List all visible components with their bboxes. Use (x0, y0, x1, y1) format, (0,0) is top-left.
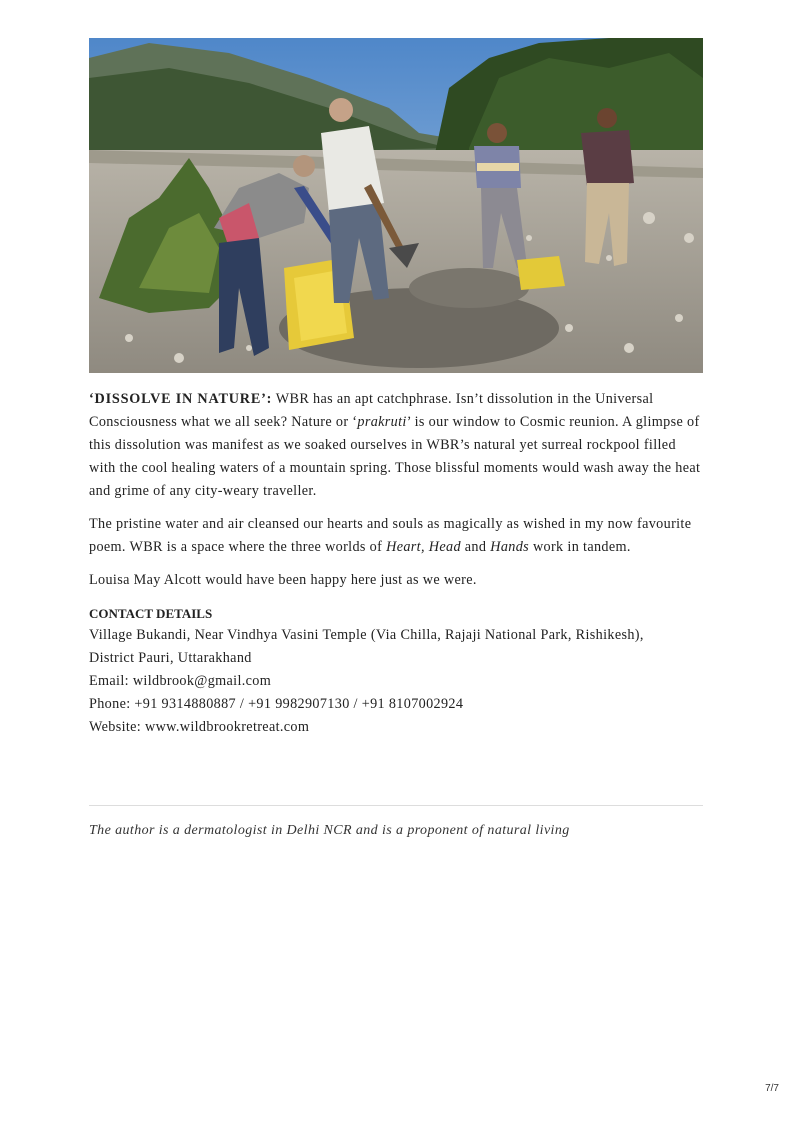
paragraph-louisa-may-alcott: Louisa May Alcott would have been happy here just as we were. (89, 572, 477, 588)
contact-address-line: Village Bukandi, Near Vindhya Vasini Temple (Via Chilla, Rajaji National Park, Rishikesh), (89, 627, 644, 643)
author-note: The author is a dermatologist in Delhi NCR and is a proponent of natural living (89, 823, 570, 838)
paragraph-lead-heading: ‘DISSOLVE IN NATURE’: (89, 391, 273, 407)
paragraph-text: ’ is our window to Cosmic reunion. A glimpse of this dissolution was manifest as we soaked ourselves in WBR’s natural yet surreal rockpool filled with the cool healing waters of a mountain spring. Those blissful moments would wash away the heat and grime of any city-weary traveller. (89, 414, 701, 499)
paragraph-text: The pristine water and air cleansed our hearts and souls as magically as wished in my now favourite poem. WBR is a space where the three worlds of (89, 516, 692, 555)
contact-details-heading: CONTACT DETAILS (89, 606, 213, 621)
contact-phone: Phone: +91 9314880887 / +91 9982907130 / +91 8107002924 (89, 696, 464, 712)
paragraph-text: work in tandem. (529, 539, 631, 555)
paragraph-text: WBR has an apt catchphrase. Isn’t dissolution in the Universal Consciousness what we all seek? Nature or ‘ (89, 391, 654, 430)
contact-details-block (89, 624, 703, 739)
contact-website[interactable]: Website: www.wildbrookretreat.com (89, 719, 310, 735)
contact-email[interactable]: Email: wildbrook@gmail.com (89, 673, 272, 689)
paragraph-pristine-water (89, 513, 703, 559)
paragraph-dissolve-in-nature (89, 388, 703, 503)
page-number: 7/7 (765, 1083, 779, 1094)
article-body (89, 388, 703, 739)
paragraph-text: and (460, 539, 491, 555)
paragraph-emphasis: prakruti (357, 414, 407, 430)
paragraph-emphasis: Hands (490, 539, 530, 555)
section-divider (89, 805, 703, 806)
contact-district-line: District Pauri, Uttarakhand (89, 650, 252, 666)
article-photo (89, 38, 703, 373)
paragraph-emphasis: Heart, Head (386, 539, 461, 555)
